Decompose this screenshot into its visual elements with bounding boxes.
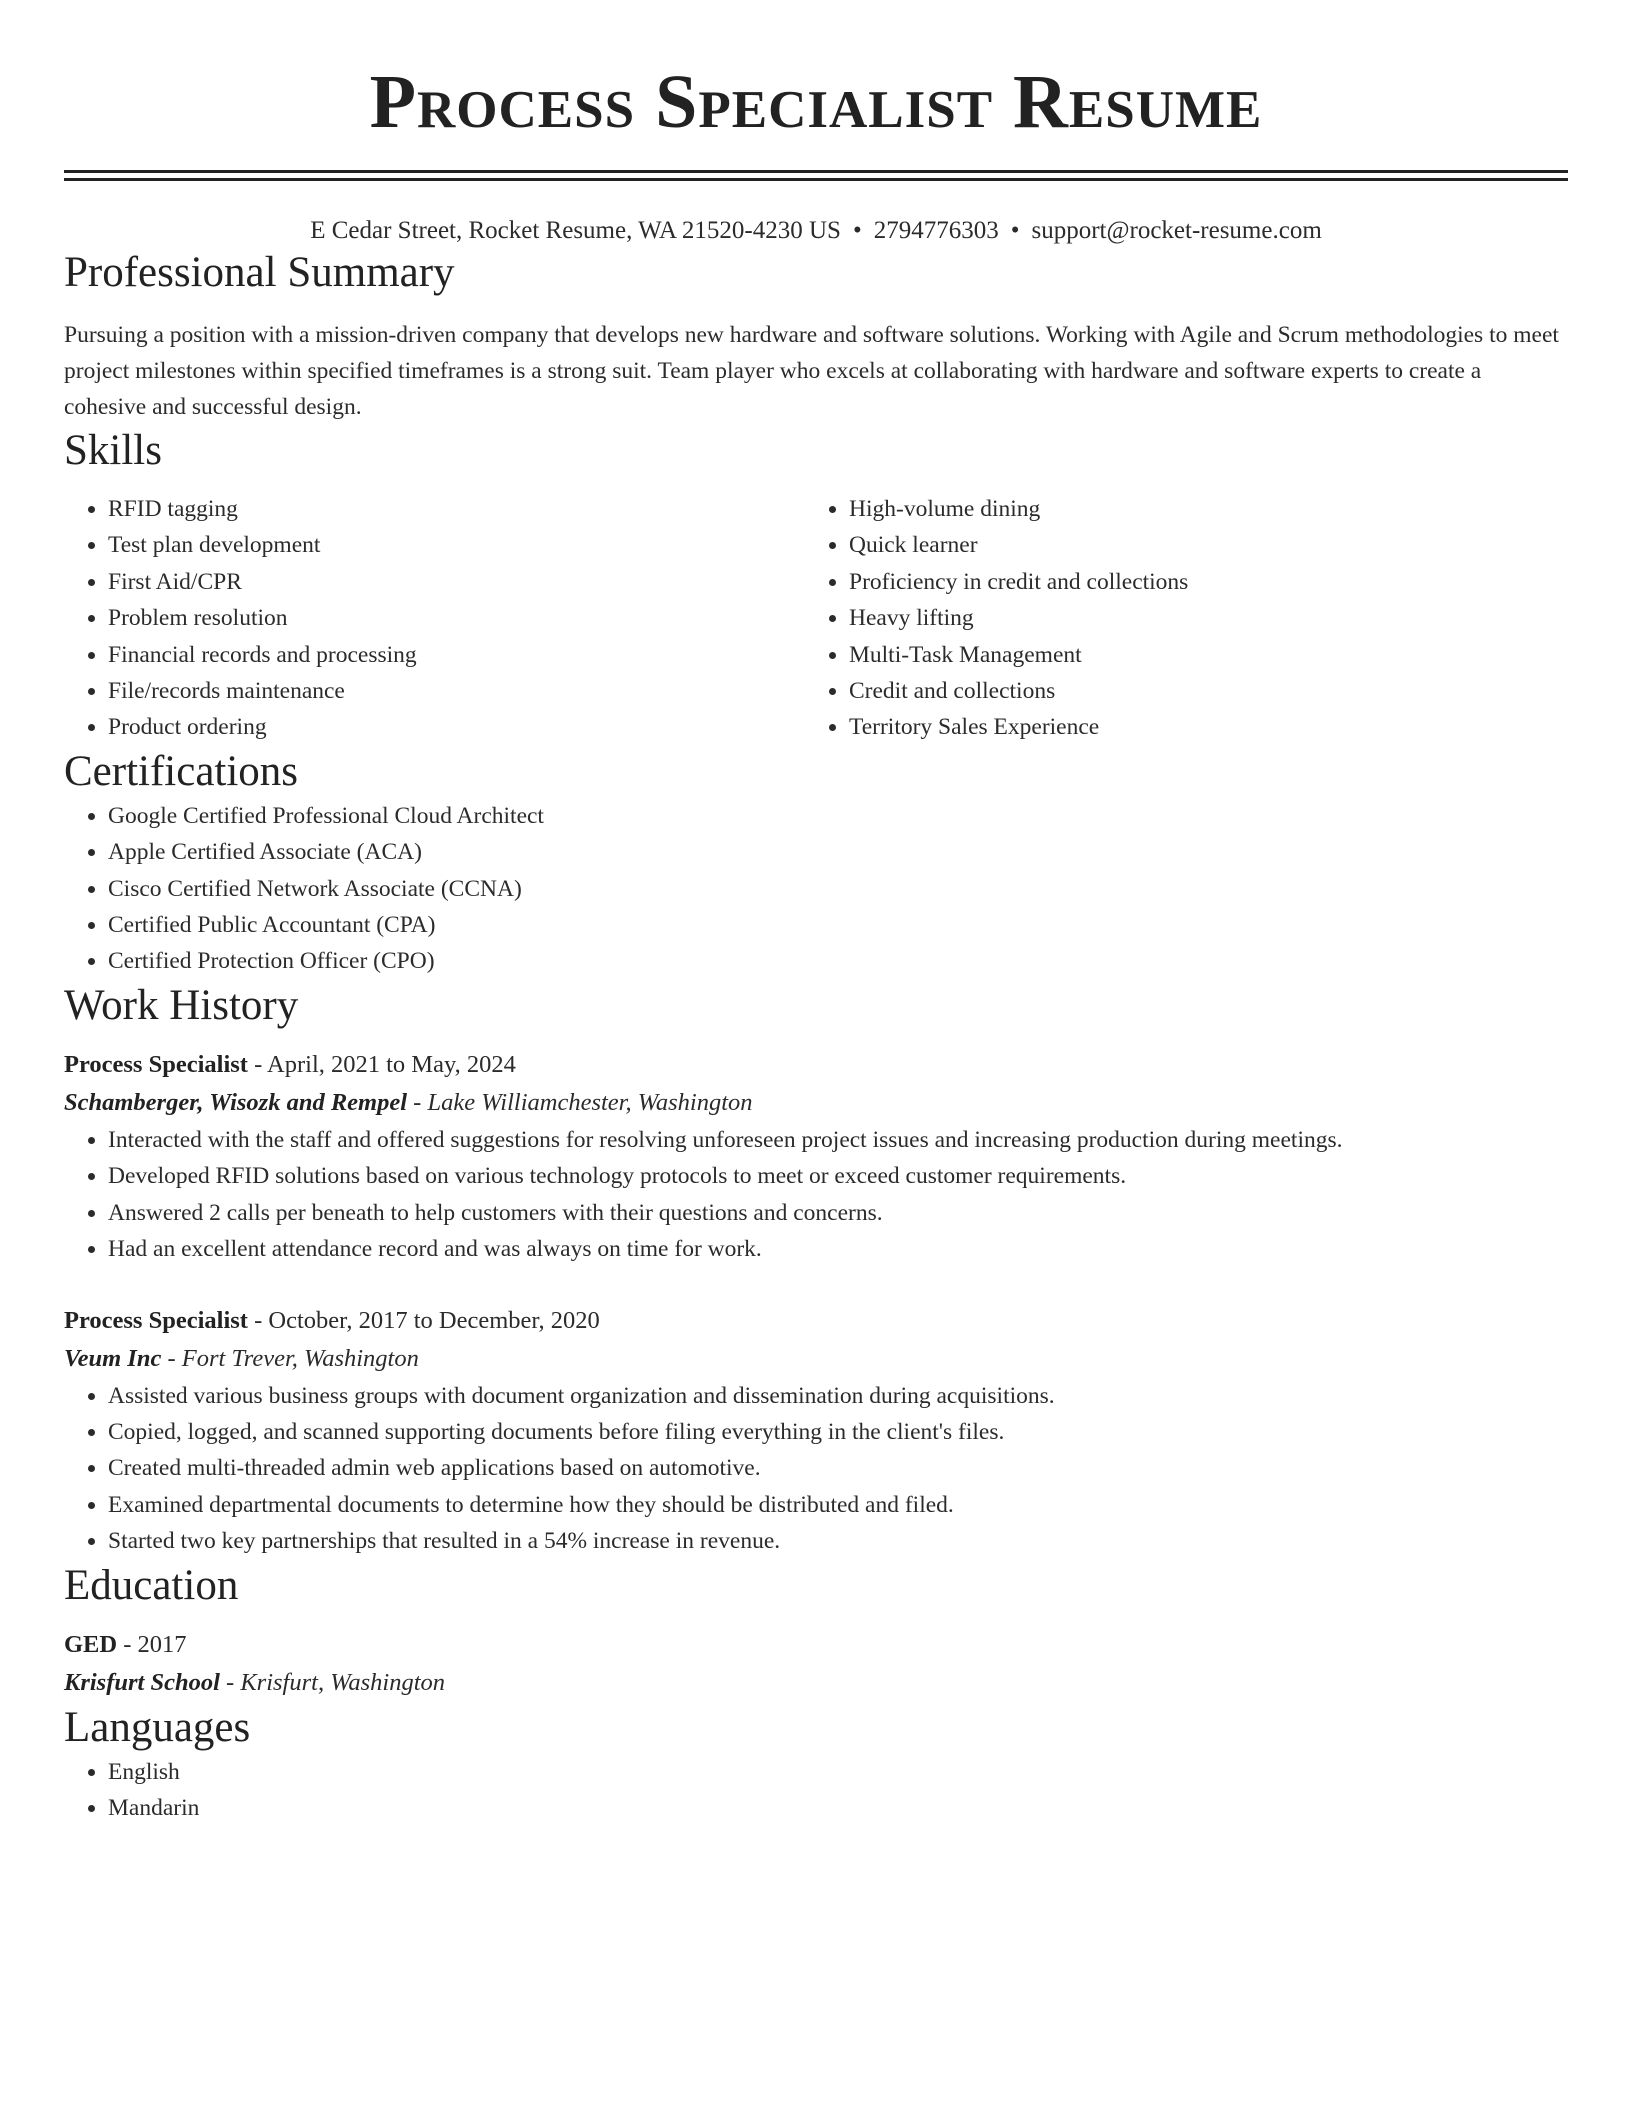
resume-title: Process Specialist Resume [369,60,1263,144]
skill-item: • First Aid/CPR [108,564,805,600]
job-title: Process Specialist [64,1050,248,1078]
title-double-rule [64,170,1568,181]
languages-heading: Languages [64,1703,251,1751]
job-bullets [64,1378,1568,1560]
summary-text: Pursuing a position with a mission-driven company that develops new hardware and software solutions. Working with Agile and Scrum methodologies to meet project milestones within specified timeframes is a strong suit. Team player who excels at collaborating with hardware and software experts to create a cohesive and successful design. [64,322,1559,420]
company-name: Schamberger, Wisozk and Rempel [64,1088,408,1116]
summary-heading: Professional Summary [64,249,455,296]
work-history-heading: Work History [64,981,299,1029]
job-entry [64,1046,1568,1268]
skill-item: • Multi-Task Management [849,637,1546,673]
dash-separator: - [247,1050,268,1078]
school-location: Krisfurt, Washington [240,1668,446,1696]
skill-item: • High-volume dining [849,491,1546,527]
school-name: Krisfurt School [64,1668,220,1696]
job-bullet: • Had an excellent attendance record and was always on time for work. [108,1231,1568,1267]
skill-item: • File/records maintenance [108,673,805,709]
skills-list-left [64,491,805,746]
job-title-line [64,1302,1568,1340]
languages-list [64,1754,1568,1827]
certification-item: • Google Certified Professional Cloud Architect [108,798,1568,834]
job-bullet: • Answered 2 calls per beneath to help customers with their questions and concerns. [108,1195,1568,1231]
skill-item: • Credit and collections [849,673,1546,709]
dash-separator: - [117,1630,138,1658]
job-bullet: • Created multi-threaded admin web applications based on automotive. [108,1450,1568,1486]
graduation-year: 2017 [137,1630,187,1658]
skill-item: • Financial records and processing [108,637,805,673]
job-bullet: • Assisted various business groups with document organization and dissemination during acquisitions. [108,1378,1568,1414]
contact-address: E Cedar Street, Rocket Resume, WA 21520-4230 US [310,217,841,244]
company-location: Lake Williamchester, Washington [427,1088,753,1116]
job-bullet: • Copied, logged, and scanned supporting documents before filing everything in the client's files. [108,1414,1568,1450]
skills-column-right [805,491,1546,746]
degree: GED [64,1630,118,1658]
job-title-line [64,1046,1568,1084]
contact-line [64,215,1568,247]
skills-list-right [805,491,1546,746]
contact-phone: 2794776303 [873,217,999,244]
skill-item: • Quick learner [849,527,1546,563]
certification-item: • Cisco Certified Network Associate (CCNA) [108,871,1568,907]
job-title: Process Specialist [64,1306,248,1334]
dash-separator: - [219,1668,241,1696]
skill-item: • Product ordering [108,709,805,745]
certification-item: • Apple Certified Associate (ACA) [108,834,1568,870]
education-heading: Education [64,1561,239,1609]
certifications-heading: Certifications [64,747,299,795]
company-line [64,1084,1568,1122]
certification-item: • Certified Public Accountant (CPA) [108,907,1568,943]
job-bullet: • Started two key partnerships that resulted in a 54% increase in revenue. [108,1523,1568,1559]
job-bullet: • Examined departmental documents to determine how they should be distributed and filed. [108,1487,1568,1523]
company-line [64,1340,1568,1378]
school-line [64,1664,1568,1702]
contact-separator: • [852,217,862,244]
job-entry [64,1302,1568,1560]
job-dates: April, 2021 to May, 2024 [267,1050,516,1078]
skill-item: • Heavy lifting [849,600,1546,636]
skill-item: • Test plan development [108,527,805,563]
degree-line [64,1626,1568,1664]
skill-item: • Proficiency in credit and collections [849,564,1546,600]
job-bullet: • Interacted with the staff and offered suggestions for resolving unforeseen project issues and increasing production during meetings. [108,1122,1568,1158]
dash-separator: - [247,1306,269,1334]
job-bullets [64,1122,1568,1268]
contact-separator: • [1010,217,1020,244]
skill-item: • Territory Sales Experience [849,709,1546,745]
company-location: Fort Trever, Washington [181,1344,419,1372]
job-bullet: • Developed RFID solutions based on various technology protocols to meet or exceed customer requirements. [108,1158,1568,1194]
skills-column-left [64,491,805,746]
skills-heading: Skills [64,427,162,474]
skill-item: • Problem resolution [108,600,805,636]
education-entry [64,1626,1568,1702]
certification-item: • Certified Protection Officer (CPO) [108,943,1568,979]
job-dates: October, 2017 to December, 2020 [268,1306,600,1334]
contact-email: support@rocket-resume.com [1031,217,1322,244]
language-item: • English [108,1754,1568,1790]
company-name: Veum Inc [64,1344,162,1372]
language-item: • Mandarin [108,1790,1568,1826]
skill-item: • RFID tagging [108,491,805,527]
dash-separator: - [407,1088,428,1116]
certifications-list [64,798,1568,980]
skills-grid [64,491,1568,746]
dash-separator: - [161,1344,182,1372]
